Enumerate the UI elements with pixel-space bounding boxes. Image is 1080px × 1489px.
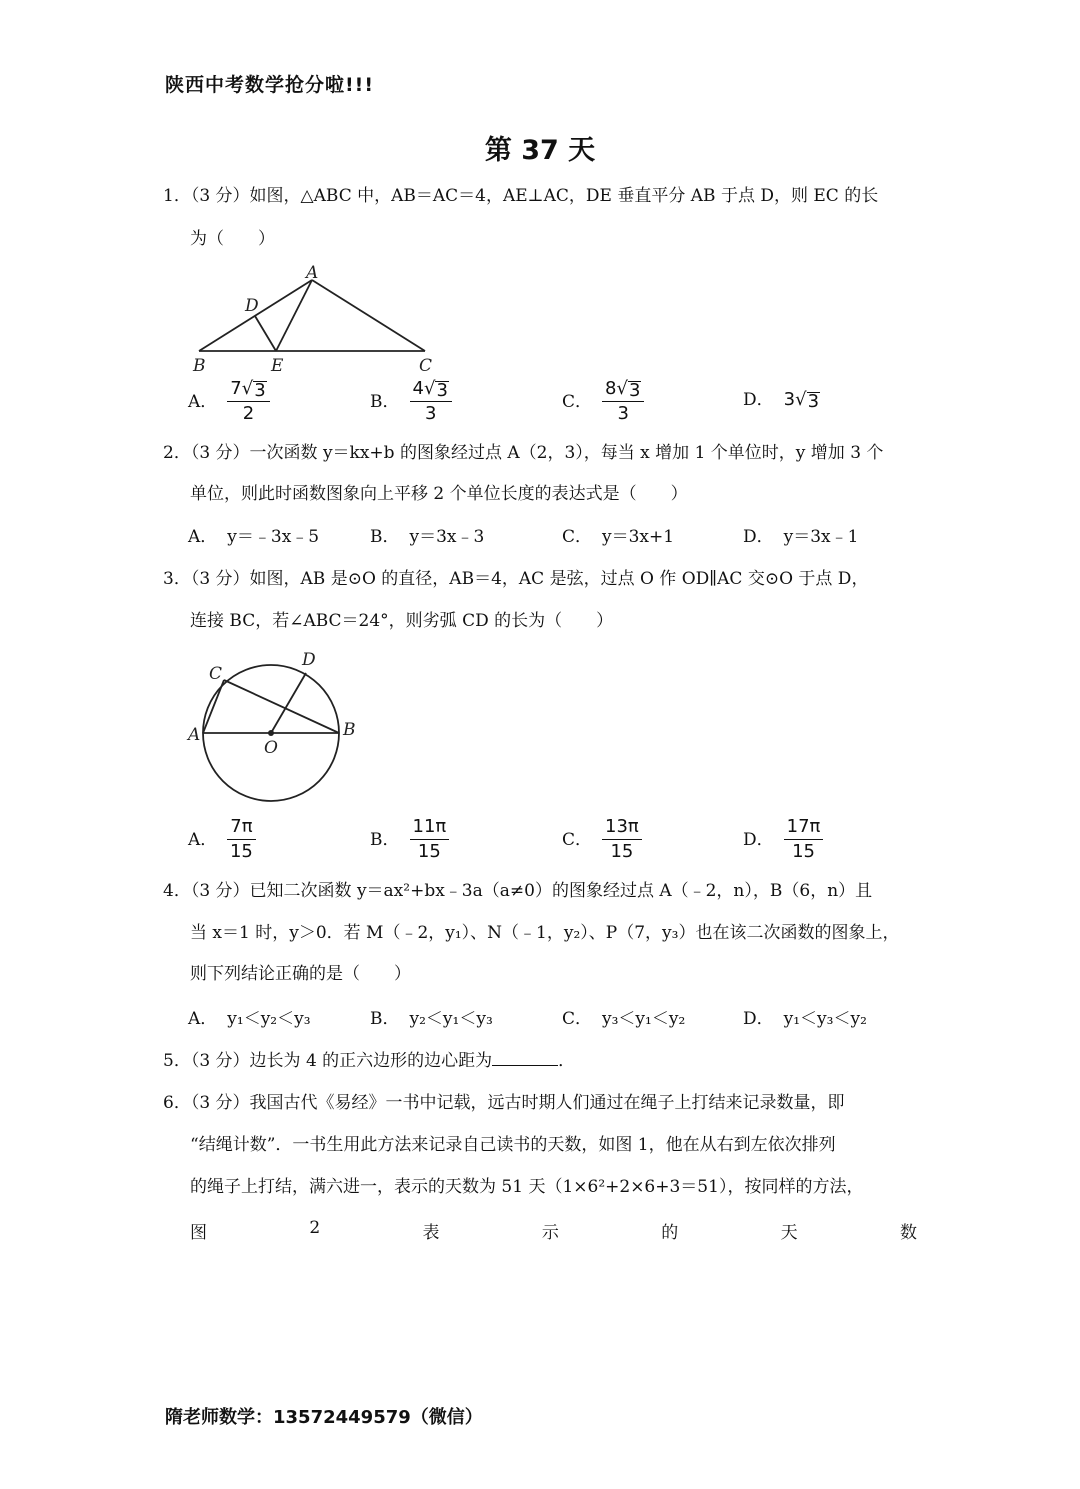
q1-triangle-figure <box>185 258 445 378</box>
q3-label-c: C <box>209 664 223 684</box>
q1-label-e: E <box>271 356 284 376</box>
q3-label-d: D <box>302 650 316 670</box>
q2-stem-line2: 单位，则此时函数图象向上平移 2 个单位长度的表达式是（ ） <box>190 484 688 504</box>
q1-option-d[interactable] <box>743 389 820 411</box>
q2-option-b[interactable]: B． y＝3x﹣3 <box>370 527 485 547</box>
q1-label-d: D <box>245 296 259 316</box>
q1-label-a: A <box>306 263 319 283</box>
q3-label-b: B <box>343 720 356 740</box>
q1-stem-line2: 为（ ） <box>190 229 275 249</box>
q2-option-a[interactable]: A． y＝﹣3x﹣5 <box>188 527 320 547</box>
page-header: 陕西中考数学抢分啦!!! <box>165 74 374 96</box>
q3-label-o: O <box>264 738 278 758</box>
q3-option-a[interactable]: A． $\frac{7\pi}{15}$ <box>188 816 256 863</box>
q5-stem <box>163 1049 575 1072</box>
q6-stem-line1: 6．（3 分）我国古代《易经》一书中记载，远古时期人们通过在绳子上打结来记录数量，即 <box>163 1093 845 1113</box>
q4-stem-line1: 4．（3 分）已知二次函数 y＝ax²+bx﹣3a（a≠0）的图象经过点 A（﹣2，n），B（6，n）且 <box>163 881 873 901</box>
q6-stem-line4: 图 2 表 示 的 天 数 <box>190 1218 917 1243</box>
q3-label-a: A <box>188 725 201 745</box>
q1-option-d-label: D． <box>743 390 774 410</box>
q1-option-c-fraction: 8 √ 3 3 <box>602 378 644 425</box>
q3-option-d[interactable]: D． $\frac{17\pi}{15}$ <box>743 816 823 863</box>
q1-option-a-fraction: 7 √ 3 2 <box>227 378 269 425</box>
q4-option-c[interactable]: C． y₃＜y₁＜y₂ <box>562 1009 686 1029</box>
q4-option-b[interactable]: B． y₂＜y₁＜y₃ <box>370 1009 493 1029</box>
q4-option-d[interactable]: D． y₁＜y₃＜y₂ <box>743 1009 867 1029</box>
q5-text: 5．（3 分）边长为 4 的正六边形的边心距为 <box>163 1051 493 1071</box>
q5-answer-blank[interactable] <box>492 1049 558 1066</box>
q1-option-c[interactable] <box>562 378 644 425</box>
page-title: 第 37 天 <box>484 135 596 166</box>
q1-option-c-label: C． <box>562 391 593 412</box>
q4-stem-line2: 当 x＝1 时，y＞0．若 M（﹣2，y₁）、N（﹣1，y₂）、P（7，y₃）也在该二次函数的图象上， <box>190 923 900 943</box>
q5-end: ． <box>558 1051 576 1071</box>
q3-circle-figure <box>185 645 365 805</box>
q1-option-b[interactable] <box>370 378 452 425</box>
page-footer: 隋老师数学：13572449579（微信） <box>165 1407 483 1428</box>
q1-option-b-fraction: 4 √ 3 3 <box>410 378 452 425</box>
q3-option-c[interactable]: C． $\frac{13\pi}{15}$ <box>562 816 642 863</box>
q2-option-d[interactable]: D． y＝3x﹣1 <box>743 527 859 547</box>
q3-stem-line1: 3．（3 分）如图，AB 是⊙O 的直径，AB＝4，AC 是弦，过点 O 作 OD∥AC 交⊙O 于点 D， <box>163 569 869 589</box>
q1-label-b: B <box>193 356 206 376</box>
q6-stem-line3: 的绳子上打结，满六进一，表示的天数为 51 天（1×6²+2×6+3＝51），按同样的方法， <box>190 1177 864 1197</box>
q1-label-c: C <box>419 356 433 376</box>
q1-option-d-value: 3 √ 3 <box>783 389 820 412</box>
q6-stem-line2: “结绳计数”．一书生用此方法来记录自己读书的天数，如图 1，他在从右到左依次排列 <box>190 1135 836 1155</box>
q2-stem-line1: 2．（3 分）一次函数 y＝kx+b 的图象经过点 A（2，3），每当 x 增加 1 个单位时，y 增加 3 个 <box>163 443 884 463</box>
q2-option-c[interactable]: C． y＝3x+1 <box>562 527 675 547</box>
q1-stem-line1: 1．（3 分）如图，△ABC 中，AB＝AC＝4，AE⊥AC，DE 垂直平分 AB 于点 D，则 EC 的长 <box>163 186 879 206</box>
q1-option-b-label: B． <box>370 391 400 412</box>
q4-option-a[interactable]: A． y₁＜y₂＜y₃ <box>188 1009 311 1029</box>
q3-option-b[interactable]: B． $\frac{11\pi}{15}$ <box>370 816 449 863</box>
q1-option-a[interactable] <box>188 378 270 425</box>
q1-option-a-label: A． <box>188 391 218 412</box>
q3-stem-line2: 连接 BC，若∠ABC＝24°，则劣弧 CD 的长为（ ） <box>190 611 614 631</box>
q4-stem-line3: 则下列结论正确的是（ ） <box>190 964 411 984</box>
